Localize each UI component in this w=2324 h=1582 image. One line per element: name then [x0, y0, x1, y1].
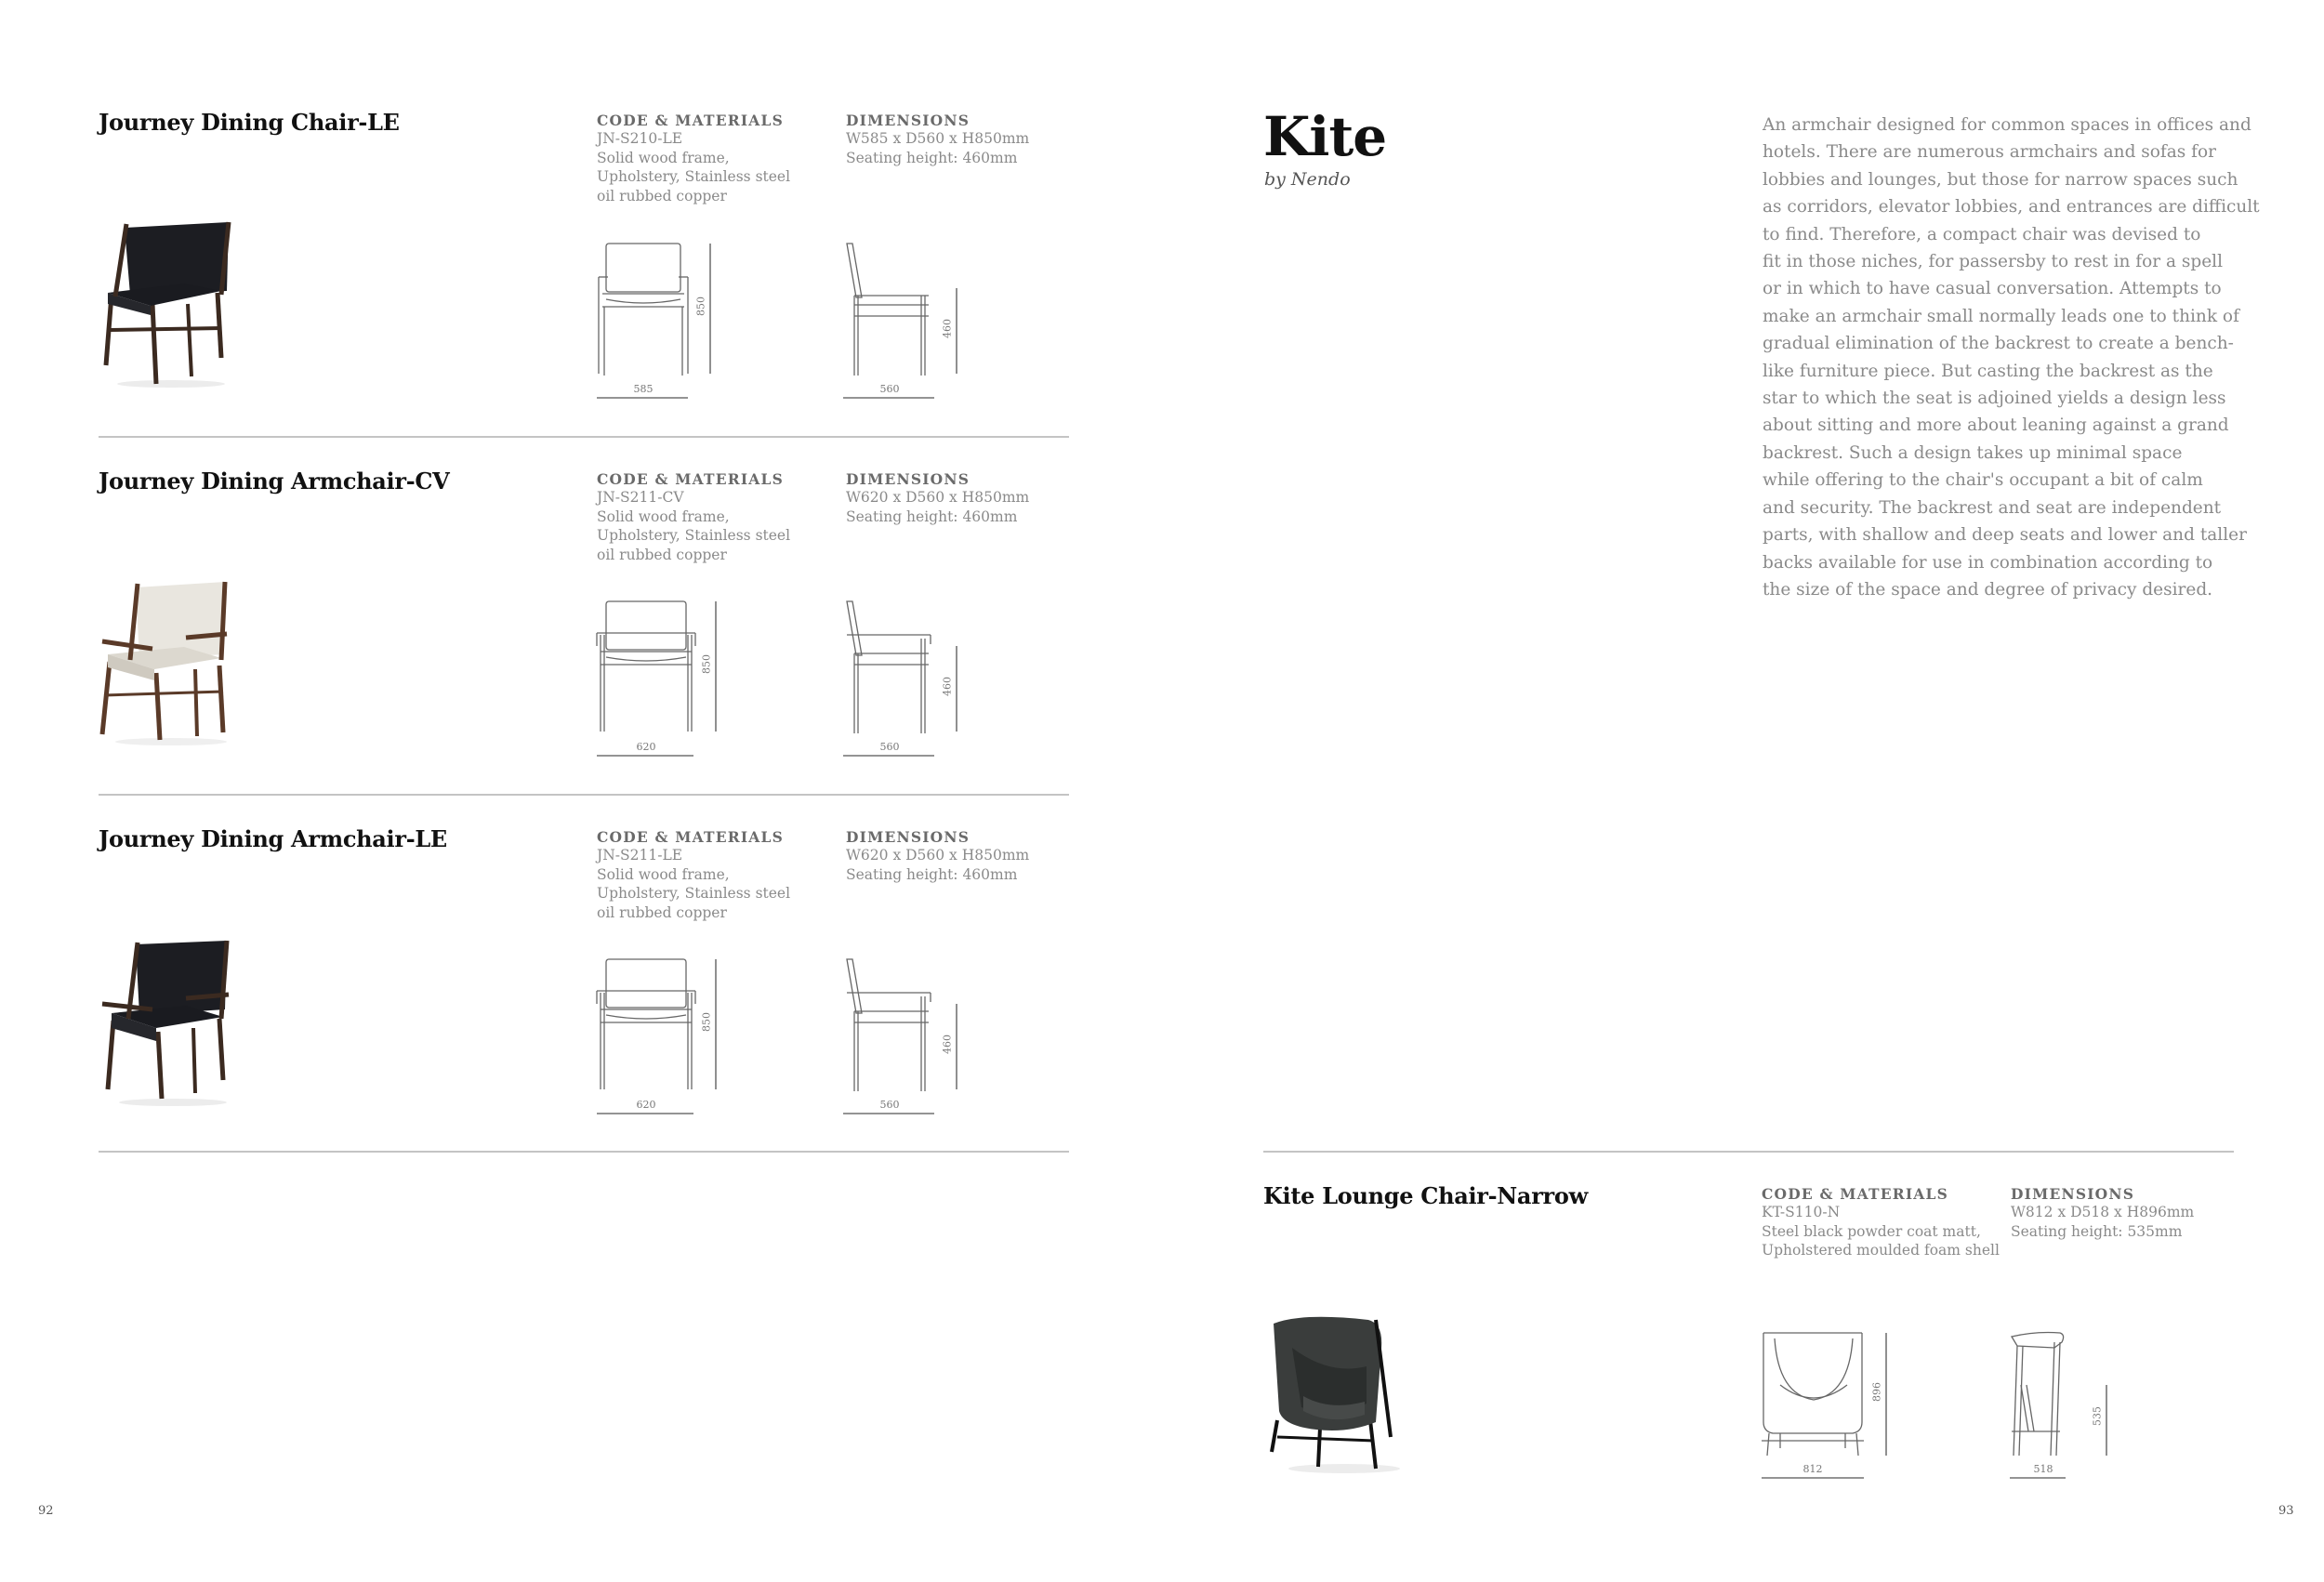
materials-heading: CODE & MATERIALS — [1762, 1185, 1949, 1203]
description-line: make an armchair small normally leads one to think of — [1763, 306, 2239, 326]
materials-heading: CODE & MATERIALS — [597, 112, 785, 129]
dimensions-size: W620 x D560 x H850mm — [846, 489, 1030, 506]
seating-height: Seating height: 460mm — [846, 149, 1018, 166]
materials-block — [597, 112, 790, 205]
description-line: like furniture piece. But casting the backrest as the — [1763, 361, 2213, 381]
description-line: parts, with shallow and deep seats and lower and taller — [1763, 525, 2247, 546]
front-width-label: 585 — [633, 383, 654, 395]
front-width-label: 812 — [1802, 1463, 1823, 1475]
dimensions-block — [846, 112, 1029, 167]
description-line: as corridors, elevator lobbies, and entrances are difficult — [1763, 197, 2260, 218]
section-divider — [99, 794, 1069, 796]
side-depth-label: 560 — [879, 383, 900, 395]
description-line: while offering to the chair's occupant a bit of calm — [1763, 470, 2203, 491]
materials-block — [597, 470, 790, 564]
dimensions-size: W812 x D518 x H896mm — [2011, 1204, 2195, 1220]
front-width-label: 620 — [636, 741, 656, 753]
side-view-drawing — [841, 956, 971, 1123]
materials-heading: CODE & MATERIALS — [597, 828, 785, 846]
description-line: fit in those niches, for passersby to rest in for a spell — [1763, 252, 2224, 272]
seating-height: Seating height: 460mm — [846, 508, 1018, 525]
material-line: oil rubbed copper — [597, 546, 727, 563]
dimensions-block — [846, 828, 1029, 884]
description-line: and security. The backrest and seat are independent — [1763, 497, 2222, 518]
material-line: Upholstery, Stainless steel — [597, 527, 791, 544]
product-title: Journey Dining Chair-LE — [99, 109, 400, 136]
dimensions-block — [2011, 1185, 2194, 1241]
section-divider — [99, 436, 1069, 438]
material-line: Upholstery, Stainless steel — [597, 168, 791, 185]
materials-heading: CODE & MATERIALS — [597, 470, 785, 488]
description-line: backs available for use in combination according to — [1763, 552, 2213, 573]
page-number-right: 93 — [2278, 1504, 2294, 1518]
front-height-label: 850 — [694, 297, 707, 316]
product-title: Journey Dining Armchair-LE — [99, 825, 447, 852]
dimensions-heading: DIMENSIONS — [2011, 1185, 2135, 1203]
dimensions-heading: DIMENSIONS — [846, 470, 971, 488]
dimensions-heading: DIMENSIONS — [846, 828, 971, 846]
dimensions-heading: DIMENSIONS — [846, 112, 971, 129]
side-seat-label: 460 — [941, 1035, 954, 1054]
side-depth-label: 560 — [879, 1099, 900, 1111]
material-line: Upholstered moulded foam shell — [1762, 1242, 2000, 1259]
product-title: Journey Dining Armchair-CV — [99, 468, 450, 494]
product-code: KT-S110-N — [1762, 1204, 1841, 1220]
description-line: backrest. Such a design takes up minimal space — [1763, 442, 2183, 463]
side-view-drawing — [841, 598, 971, 765]
front-view-drawing — [595, 240, 725, 407]
dimensions-size: W585 x D560 x H850mm — [846, 130, 1030, 147]
product-code: JN-S210-LE — [597, 130, 683, 147]
product-code: JN-S211-LE — [597, 847, 683, 864]
description-line: about sitting and more about leaning against a grand — [1763, 415, 2229, 436]
front-view-drawing — [1760, 1329, 1899, 1496]
front-height-label: 850 — [700, 1012, 713, 1032]
product-title: Kite Lounge Chair-Narrow — [1263, 1182, 1588, 1209]
collection-description — [1763, 112, 2260, 603]
front-width-label: 620 — [636, 1099, 656, 1111]
side-view-drawing — [2008, 1329, 2147, 1496]
description-line: lobbies and lounges, but those for narrow spaces such — [1763, 169, 2238, 190]
description-line: hotels. There are numerous armchairs and sofas for — [1763, 142, 2217, 163]
product-photo — [99, 218, 238, 390]
product-photo — [1264, 1311, 1413, 1478]
product-photo — [99, 939, 238, 1111]
dimensions-block — [846, 470, 1029, 526]
description-line: star to which the seat is adjoined yields a design less — [1763, 389, 2226, 409]
materials-block — [1762, 1185, 2000, 1260]
description-line: gradual elimination of the backrest to create a bench- — [1763, 334, 2234, 354]
designer-credit: by Nendo — [1264, 169, 1351, 190]
materials-block — [597, 828, 790, 922]
collection-title: Kite — [1263, 105, 1387, 168]
section-divider — [1263, 1151, 2234, 1153]
seating-height: Seating height: 460mm — [846, 865, 1018, 883]
section-divider — [99, 1151, 1069, 1153]
description-line: An armchair designed for common spaces in offices and — [1763, 115, 2251, 135]
material-line: Steel black powder coat matt, — [1762, 1222, 1981, 1240]
material-line: oil rubbed copper — [597, 187, 727, 204]
front-view-drawing — [595, 956, 725, 1123]
front-view-drawing — [595, 598, 725, 765]
seating-height: Seating height: 535mm — [2011, 1222, 2183, 1240]
description-line: the size of the space and degree of privacy desired. — [1763, 579, 2213, 600]
dimensions-size: W620 x D560 x H850mm — [846, 847, 1030, 864]
side-seat-label: 460 — [941, 677, 954, 696]
front-height-label: 850 — [700, 654, 713, 674]
side-depth-label: 518 — [2033, 1463, 2053, 1475]
material-line: oil rubbed copper — [597, 903, 727, 921]
side-seat-label: 535 — [2091, 1406, 2104, 1426]
side-depth-label: 560 — [879, 741, 900, 753]
side-view-drawing — [841, 240, 971, 407]
page-number-left: 92 — [38, 1504, 54, 1518]
side-seat-label: 460 — [941, 319, 954, 338]
material-line: Solid wood frame, — [597, 149, 730, 166]
description-line: or in which to have casual conversation. Attempts to — [1763, 279, 2222, 299]
description-line: to find. Therefore, a compact chair was devised to — [1763, 224, 2201, 244]
product-code: JN-S211-CV — [597, 489, 684, 506]
product-photo — [97, 576, 236, 748]
front-height-label: 896 — [1870, 1382, 1883, 1402]
material-line: Solid wood frame, — [597, 508, 730, 525]
material-line: Upholstery, Stainless steel — [597, 885, 791, 902]
material-line: Solid wood frame, — [597, 865, 730, 883]
